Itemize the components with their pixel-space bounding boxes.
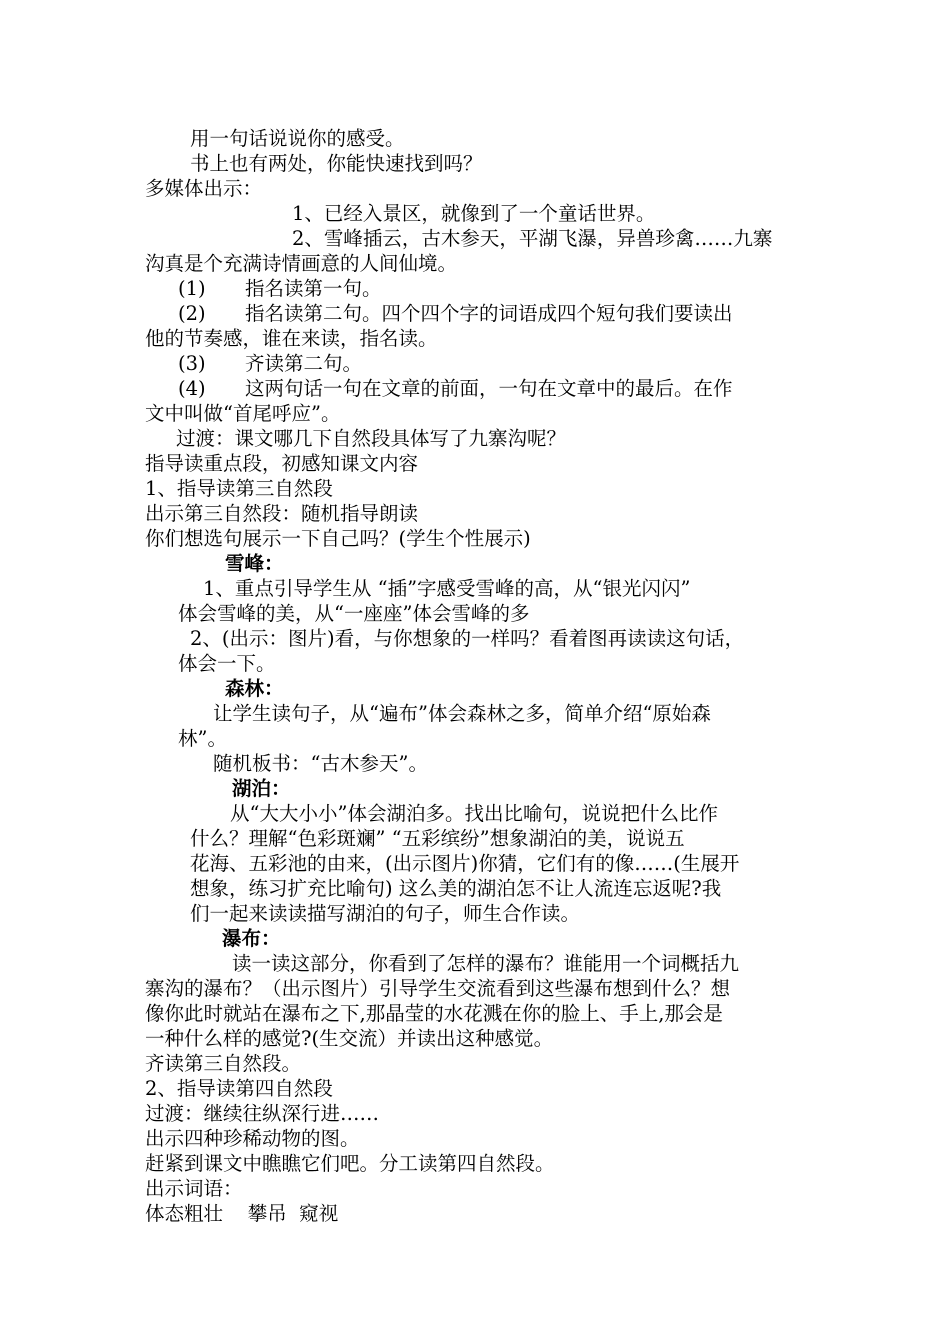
text-line: 指名读第二句。四个四个字的词语成四个短句我们要读出 bbox=[245, 302, 733, 325]
subsection-heading: 1、指导读第三自然段 bbox=[145, 477, 333, 500]
text-line: 花海、五彩池的由来，(出示图片)你猜，它们有的像……(生展开 bbox=[190, 852, 740, 875]
text-line: 寨沟的瀑布？（出示图片）引导学生交流看到这些瀑布想到什么？想 bbox=[145, 977, 731, 1000]
section-heading: 指导读重点段，初感知课文内容 bbox=[145, 452, 419, 475]
text-line: 你们想选句展示一下自己吗？(学生个性展示) bbox=[145, 527, 531, 550]
list-marker: (3) bbox=[178, 352, 206, 375]
text-line: 用一句话说说你的感受。 bbox=[190, 127, 405, 150]
list-marker: (1) bbox=[178, 277, 206, 300]
text-line: 这两句话一句在文章的前面，一句在文章中的最后。在作 bbox=[245, 377, 733, 400]
topic-heading-forest: 森林： bbox=[225, 677, 284, 700]
topic-heading-snow-peak: 雪峰： bbox=[225, 552, 284, 575]
list-marker: (4) bbox=[178, 377, 206, 400]
text-line: 让学生读句子，从“遍布”体会森林之多，简单介绍“原始森 bbox=[213, 702, 711, 725]
list-marker: (2) bbox=[178, 302, 206, 325]
text-line: 出示词语： bbox=[145, 1177, 243, 1200]
text-line: 什么？理解“色彩斑斓” “五彩缤纷”想象湖泊的美，说说五 bbox=[190, 827, 685, 850]
text-line: 读一读这部分，你看到了怎样的瀑布？谁能用一个词概括九 bbox=[232, 952, 740, 975]
text-line: 像你此时就站在瀑布之下,那晶莹的水花溅在你的脸上、手上,那会是 bbox=[145, 1002, 723, 1025]
text-line: 赶紧到课文中瞧瞧它们吧。分工读第四自然段。 bbox=[145, 1152, 555, 1175]
text-line: 们一起来读读描写湖泊的句子，师生合作读。 bbox=[190, 902, 581, 925]
text-line: 过渡：继续往纵深行进…… bbox=[145, 1102, 380, 1125]
topic-heading-lake: 湖泊： bbox=[232, 777, 291, 800]
text-line: 一种什么样的感觉?(生交流）并读出这种感觉。 bbox=[145, 1027, 554, 1050]
text-line: 随机板书：“古木参天”。 bbox=[213, 752, 428, 775]
text-line: 2、雪峰插云，古木参天，平湖飞瀑，异兽珍禽……九寨 bbox=[292, 227, 773, 250]
text-line: 指名读第一句。 bbox=[245, 277, 382, 300]
text-line: 文中叫做“首尾呼应”。 bbox=[145, 402, 341, 425]
text-line: 过渡：课文哪几下自然段具体写了九寨沟呢？ bbox=[176, 427, 567, 450]
text-line: 1、重点引导学生从 “插”字感受雪峰的高，从“银光闪闪” bbox=[203, 577, 691, 600]
text-line: 2、(出示：图片)看，与你想象的一样吗？看着图再读读这句话， bbox=[190, 627, 745, 650]
text-line: 体会一下。 bbox=[178, 652, 276, 675]
text-line: 从“大大小小”体会湖泊多。找出比喻句，说说把什么比作 bbox=[230, 802, 718, 825]
text-line: 出示四种珍稀动物的图。 bbox=[145, 1127, 360, 1150]
text-line: 他的节奏感，谁在来读，指名读。 bbox=[145, 327, 438, 350]
text-line: 多媒体出示： bbox=[145, 177, 263, 200]
text-line: 沟真是个充满诗情画意的人间仙境。 bbox=[145, 252, 458, 275]
text-line: 出示第三自然段：随机指导朗读 bbox=[145, 502, 419, 525]
text-line: 想象，练习扩充比喻句) 这么美的湖泊怎不让人流连忘返呢?我 bbox=[190, 877, 722, 900]
text-line: 书上也有两处，你能快速找到吗？ bbox=[190, 152, 483, 175]
text-line: 1、已经入景区，就像到了一个童话世界。 bbox=[292, 202, 656, 225]
topic-heading-waterfall: 瀑布： bbox=[222, 927, 281, 950]
subsection-heading: 2、指导读第四自然段 bbox=[145, 1077, 333, 1100]
text-line: 齐读第二句。 bbox=[245, 352, 363, 375]
text-line: 林”。 bbox=[178, 727, 227, 750]
text-line: 齐读第三自然段。 bbox=[145, 1052, 302, 1075]
vocabulary-line: 体态粗壮 攀吊 窥视 bbox=[145, 1202, 339, 1225]
text-line: 体会雪峰的美，从“一座座”体会雪峰的多 bbox=[178, 602, 530, 625]
